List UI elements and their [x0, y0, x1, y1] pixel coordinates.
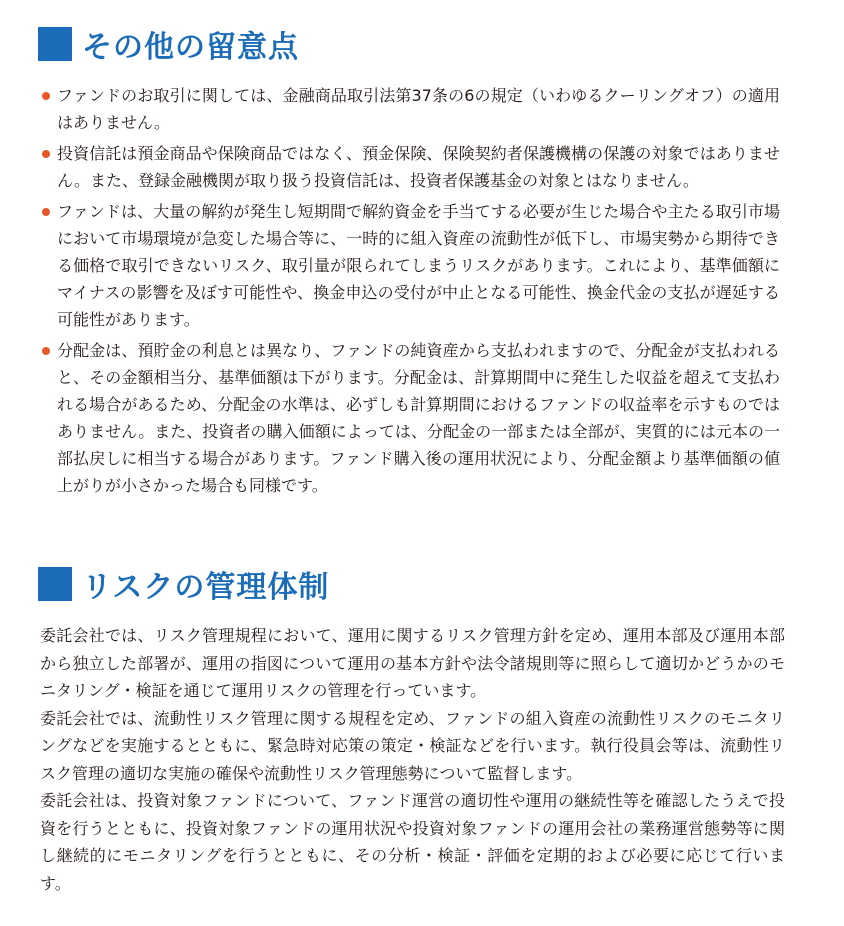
bullet-dot-icon — [42, 347, 50, 355]
heading-square-icon — [38, 27, 72, 61]
body-paragraph: 委託会社では、リスク管理規程において、運用に関するリスク管理方針を定め、運用本部及び運用本部から独立した部署が、運用の指図について運用の基本方針や法令諸規則等に照らして適切かどうかのモニタリング・検証を通じて運用リスクの管理を行っています。 — [40, 626, 785, 700]
list-item-text: 投資信託は預金商品や保険商品ではなく、預金保険、保険契約者保護機構の保護の対象ではありません。また、登録金融機関が取り扱う投資信託は、投資者保護基金の対象とはなりません。 — [57, 144, 780, 190]
list-item-text: 分配金は、預貯金の利息とは異なり、ファンドの純資産から支払われますので、分配金が支払われると、その金額相当分、基準価額は下がります。分配金は、計算期間中に発生した収益を超えて支払われる場合があるため、分配金の水準は、必ずしも計算期間におけるファンドの収益率を示すものではありません。また、投資者の購入価額によっては、分配金の一部または全部が、実質的には元本の一部払戻しに相当する場合があります。ファンド購入後の運用状況により、分配金額より基準価額の値上がりが小さかった場合も同様です。 — [57, 341, 780, 495]
section-title: その他の留意点 — [82, 30, 299, 65]
list-item-text: ファンドは、大量の解約が発生し短期間で解約資金を手当てする必要が生じた場合や主たる取引市場において市場環境が急変した場合等に、一時的に組入資産の流動性が低下し、市場実勢から期待できる価格で取引できないリスク、取引量が限られてしまうリスクがあります。これにより、基準価額にマイナスの影響を及ぼす可能性や、換金申込の受付が中止となる可能性、換金代金の支払が遅延する可能性があります。 — [57, 202, 780, 329]
list-item — [40, 337, 780, 499]
body-paragraph: 委託会社では、流動性リスク管理に関する規程を定め、ファンドの組入資産の流動性リスクのモニタリングなどを実施するとともに、緊急時対応策の策定・検証などを行います。執行役員会等は、流動性リスク管理の適切な実施の確保や流動性リスク管理態勢について監督します。 — [40, 708, 785, 783]
section-title: リスクの管理体制 — [82, 570, 330, 605]
heading-square-icon — [38, 567, 72, 601]
bullet-dot-icon — [42, 92, 50, 100]
bullet-dot-icon — [42, 150, 50, 158]
list-item-text: ファンドのお取引に関しては、金融商品取引法第37条の6の規定（いわゆるクーリングオフ）の適用はありません。 — [57, 86, 780, 132]
section-heading-other-notes — [38, 22, 299, 66]
list-item — [40, 140, 780, 194]
section-heading-risk-management — [38, 562, 329, 606]
bullet-dot-icon — [42, 208, 50, 216]
list-item — [40, 82, 780, 136]
body-paragraph: 委託会社は、投資対象ファンドについて、ファンド運営の適切性や運用の継続性等を確認したうえで投資を行うとともに、投資対象ファンドの運用状況や投資対象ファンドの運用会社の業務運営態勢等に関し継続的にモニタリングを行うとともに、その分析・検証・評価を定期的および必要に応じて行います。 — [40, 791, 785, 893]
notes-list — [40, 82, 780, 503]
risk-management-body — [40, 622, 785, 897]
list-item — [40, 198, 780, 333]
